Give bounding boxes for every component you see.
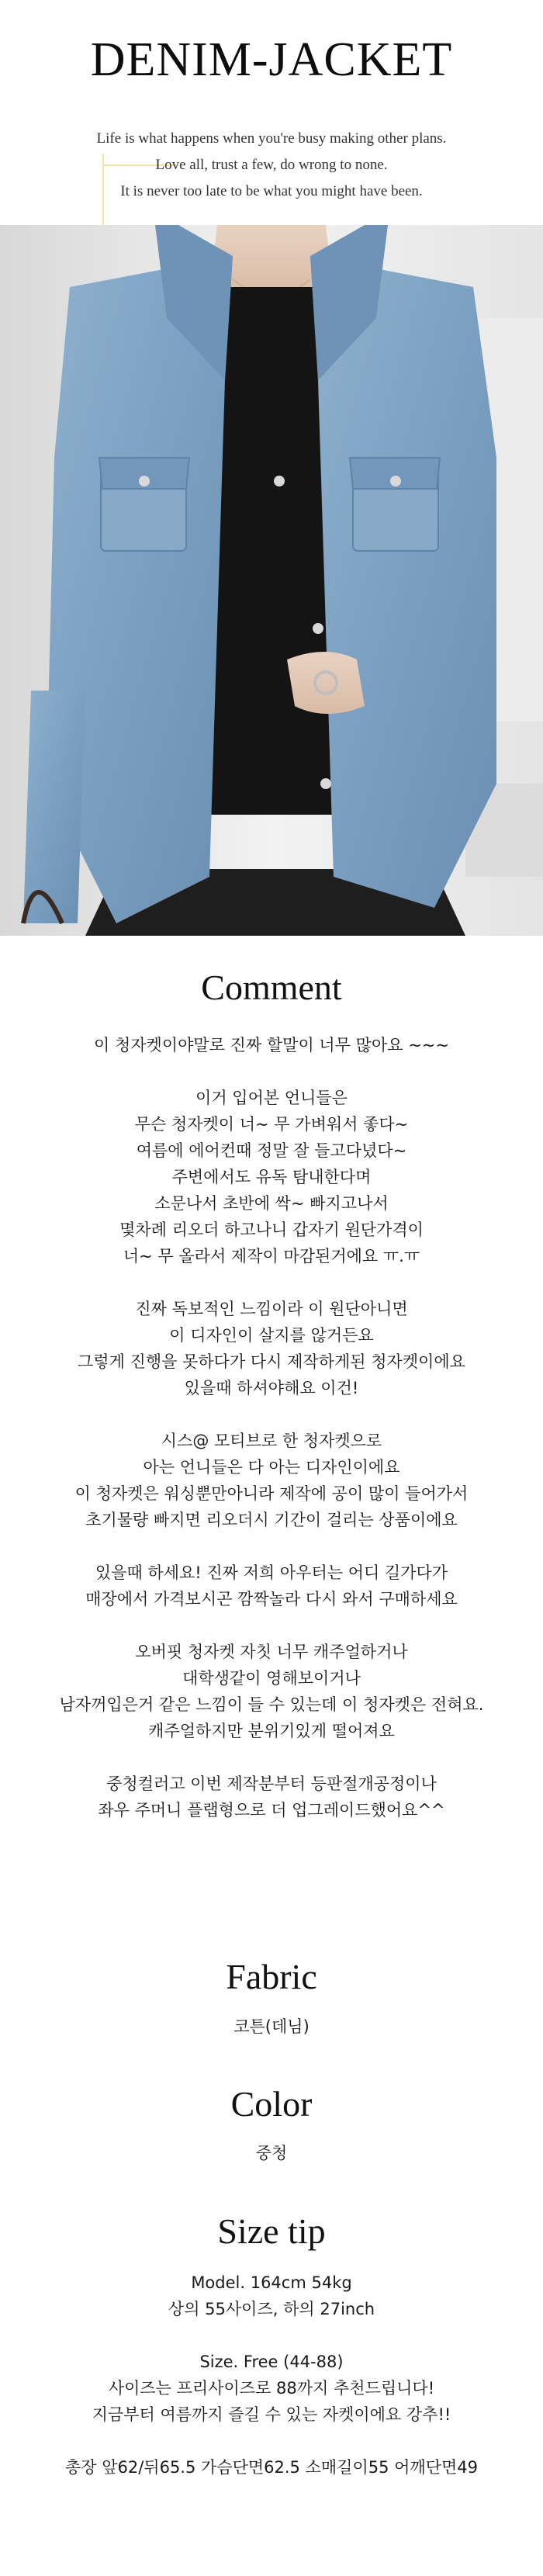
- comment-line: 있을때 하세요! 진짜 저희 아우터는 어디 길가다가: [95, 1563, 448, 1582]
- comment-title: Comment: [201, 968, 342, 1007]
- model-info: [0, 2270, 543, 2322]
- model-line: 상의 55사이즈, 하의 27inch: [168, 2300, 375, 2318]
- fabric-text: 코튼(데님): [233, 2017, 310, 2036]
- color-title: Color: [230, 2084, 313, 2124]
- size-tip-title: Size tip: [217, 2211, 326, 2251]
- comment-line: 좌우 주머니 플랩형으로 더 업그레이드했어요^^: [98, 1801, 445, 1819]
- comment-line: 여름에 에어컨때 정말 잘 들고다녔다~: [136, 1141, 407, 1160]
- comment-paragraph: [0, 1085, 543, 1269]
- comment-line: 이 청자켓은 워싱뿐만아니라 제작에 공이 많이 들어가서: [74, 1484, 469, 1503]
- color-text: 중청: [255, 2144, 288, 2162]
- comment-line: 무슨 청자켓이 너~ 무 가벼워서 좋다~: [134, 1115, 409, 1134]
- comment-line: 너~ 무 올라서 제작이 마감된거에요 ㅠ.ㅠ: [123, 1247, 420, 1265]
- comment-paragraph: [0, 1428, 543, 1533]
- comment-paragraph: [0, 1032, 543, 1058]
- comment-line: 그렇게 진행을 못하다가 다시 제작하게된 청자켓이에요: [78, 1352, 465, 1371]
- comment-paragraph: [0, 1560, 543, 1612]
- comment-line: 아는 언니들은 다 아는 디자인이에요: [143, 1458, 400, 1477]
- comment-line: 오버핏 청자켓 자칫 너무 캐주얼하거나: [135, 1643, 408, 1661]
- fabric-value: [0, 2013, 543, 2040]
- comment-paragraph: [0, 1771, 543, 1823]
- comment-line: 시스@ 모티브로 한 청자켓으로: [161, 1432, 382, 1450]
- comment-line: 매장에서 가격보시곤 깜짝놀라 다시 와서 구매하세요: [85, 1590, 458, 1608]
- measurement-line: 총장 앞62/뒤65.5 가슴단면62.5 소매길이55 어깨단면49: [64, 2458, 479, 2477]
- comment-line: 주변에서도 유독 탐내한다며: [171, 1168, 372, 1186]
- comment-line: 이 청자켓이야말로 진짜 할말이 너무 많아요 ~~~: [94, 1036, 449, 1054]
- quote-block: [0, 126, 543, 205]
- quote-line: It is never too late to be what you might have been.: [120, 183, 423, 199]
- size-line: Size. Free (44-88): [199, 2353, 344, 2371]
- measurement-info: [0, 2454, 543, 2481]
- comment-line: 있을때 하셔야해요 이건!: [184, 1379, 359, 1397]
- model-line: Model. 164cm 54kg: [191, 2273, 352, 2292]
- size-line: 지금부터 여름까지 즐길 수 있는 자켓이에요 강추!!: [92, 2405, 451, 2424]
- size-tip-body: [0, 2270, 543, 2507]
- comment-line: 캐주얼하지만 분위기있게 떨어져요: [148, 1722, 395, 1740]
- comment-body: [0, 1032, 543, 1850]
- comment-line: 이거 입어본 언니들은: [195, 1089, 348, 1107]
- denim-jacket-illustration: [0, 225, 543, 936]
- fabric-title: Fabric: [226, 1957, 317, 1996]
- size-line: 사이즈는 프리사이즈로 88까지 추천드립니다!: [108, 2379, 435, 2398]
- page-title: DENIM-JACKET: [90, 33, 453, 86]
- comment-line: 초기물량 빠지면 리오더시 기간이 걸리는 상품이에요: [85, 1511, 458, 1529]
- comment-paragraph: [0, 1639, 543, 1744]
- product-photo: [0, 225, 543, 936]
- comment-line: 대학생같이 영해보이거나: [182, 1669, 361, 1688]
- comment-line: 이 디자인이 살지를 않거든요: [169, 1326, 374, 1345]
- quote-line: Love all, trust a few, do wrong to none.: [155, 157, 388, 173]
- comment-line: 소문나서 초반에 싹~ 빠지고나서: [154, 1194, 389, 1213]
- comment-line: 남자꺼입은거 같은 느낌이 들 수 있는데 이 청자켓은 전혀요.: [59, 1695, 484, 1714]
- comment-line: 중청컬러고 이번 제작분부터 등판절개공정이나: [106, 1774, 437, 1793]
- size-info: [0, 2349, 543, 2428]
- color-value: [0, 2140, 543, 2166]
- comment-line: 진짜 독보적인 느낌이라 이 원단아니면: [135, 1300, 408, 1318]
- comment-line: 몇차례 리오더 하고나니 갑자기 원단가격이: [119, 1220, 424, 1239]
- quote-line: Life is what happens when you're busy making other plans.: [96, 130, 447, 147]
- comment-paragraph: [0, 1296, 543, 1401]
